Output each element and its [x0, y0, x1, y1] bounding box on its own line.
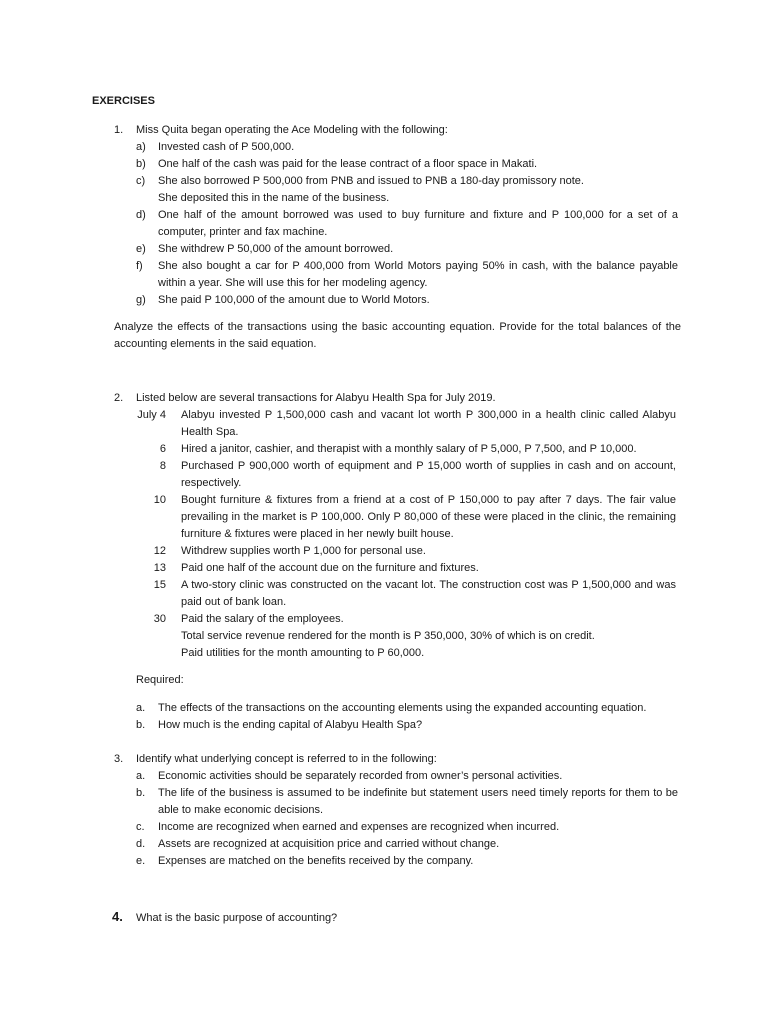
item-text: One half of the cash was paid for the lease contract of a floor space in Makati. [158, 158, 538, 170]
item-text: The effects of the transactions on the accounting elements using the expanded accounting equation. [158, 702, 647, 714]
item-text: Income are recognized when earned and expenses are recognized when incurred. [158, 821, 560, 833]
item-text: She also borrowed P 500,000 from PNB and issued to PNB a 180-day promissory note. She deposited this in the name of the business. [158, 175, 584, 204]
entry-date: 12 [153, 545, 166, 557]
item-text: Assets are recognized at acquisition price and carried without change. [158, 838, 500, 850]
item-label: c. [136, 821, 145, 833]
entry-date: 10 [153, 494, 166, 506]
entry-text: Alabyu invested P 1,500,000 cash and vacant lot worth P 300,000 in a health clinic called Alabyu Health Spa. [181, 409, 676, 438]
item-label: d) [136, 209, 146, 221]
item-label: a) [136, 141, 146, 153]
entry-text: Withdrew supplies worth P 1,000 for personal use. [181, 545, 426, 557]
item-text: She also bought a car for P 400,000 from World Motors paying 50% in cash, with the balance payable within a year. She will use this for her modeling agency. [158, 260, 678, 289]
item-label: a. [136, 702, 146, 714]
entry-date: 30 [153, 613, 166, 625]
entry-text: Purchased P 900,000 worth of equipment and P 15,000 worth of supplies in cash and on account, respectively. [181, 460, 676, 489]
item-label: g) [136, 294, 146, 306]
q1-number: 1. [114, 124, 124, 136]
entry-text: Hired a janitor, cashier, and therapist with a monthly salary of P 5,000, P 7,500, and P 10,000. [181, 443, 637, 455]
entry-date: 15 [153, 579, 166, 591]
item-text: The life of the business is assumed to be indefinite but statement users need timely reports for them to be able to make economic decisions. [158, 787, 678, 816]
entry-text: Paid one half of the account due on the furniture and fixtures. [181, 562, 479, 574]
item-label: c) [136, 175, 146, 187]
item-text: Invested cash of P 500,000. [158, 141, 295, 153]
item-label: e. [136, 855, 146, 867]
item-text: Expenses are matched on the benefits received by the company. [158, 855, 474, 867]
required-label: Required: [136, 674, 184, 686]
item-text: How much is the ending capital of Alabyu Health Spa? [158, 719, 423, 731]
q4-text: What is the basic purpose of accounting? [136, 912, 338, 924]
entry-date: 6 [159, 443, 166, 455]
entry-date: 13 [153, 562, 166, 574]
q1-analyze-text: Analyze the effects of the transactions using the basic accounting equation. Provide for the total balances of the accounting elements in the said equation. [114, 321, 681, 350]
item-label: b. [136, 719, 146, 731]
q4-number: 4. [112, 909, 123, 924]
entry-text: Bought furniture & fixtures from a friend at a cost of P 150,000 to pay after 7 days. The fair value prevailing in the market is P 100,000. Only P 80,000 of these were placed in the clinic, the remaining furniture & fixtures were placed in her newly built house. [181, 494, 676, 540]
entry-text: A two-story clinic was constructed on the vacant lot. The construction cost was P 1,500,000 and was paid out of bank loan. [181, 579, 676, 608]
item-label: a. [136, 770, 146, 782]
q3-number: 3. [114, 753, 124, 765]
item-label: b) [136, 158, 146, 170]
item-text: She paid P 100,000 of the amount due to World Motors. [158, 294, 430, 306]
entry-date: July 4 [137, 409, 166, 421]
item-label: b. [136, 787, 146, 799]
q3-intro: Identify what underlying concept is referred to in the following: [136, 753, 437, 765]
entry-date: 8 [159, 460, 166, 472]
item-text: Economic activities should be separately recorded from owner’s personal activities. [158, 770, 563, 782]
item-label: f) [136, 260, 143, 272]
item-label: e) [136, 243, 146, 255]
q2-intro: Listed below are several transactions for Alabyu Health Spa for July 2019. [136, 392, 496, 404]
item-text: She withdrew P 50,000 of the amount borrowed. [158, 243, 394, 255]
q2-number: 2. [114, 392, 124, 404]
item-text: One half of the amount borrowed was used to buy furniture and fixture and P 100,000 for a set of a computer, printer and fax machine. [158, 209, 678, 238]
page-title: EXERCISES [92, 95, 155, 107]
item-label: d. [136, 838, 146, 850]
q1-intro: Miss Quita began operating the Ace Modeling with the following: [136, 124, 448, 136]
entry-text: Paid the salary of the employees. Total service revenue rendered for the month is P 350,000, 30% of which is on credit. Paid utilities for the month amounting to P 60,000. [181, 613, 595, 659]
